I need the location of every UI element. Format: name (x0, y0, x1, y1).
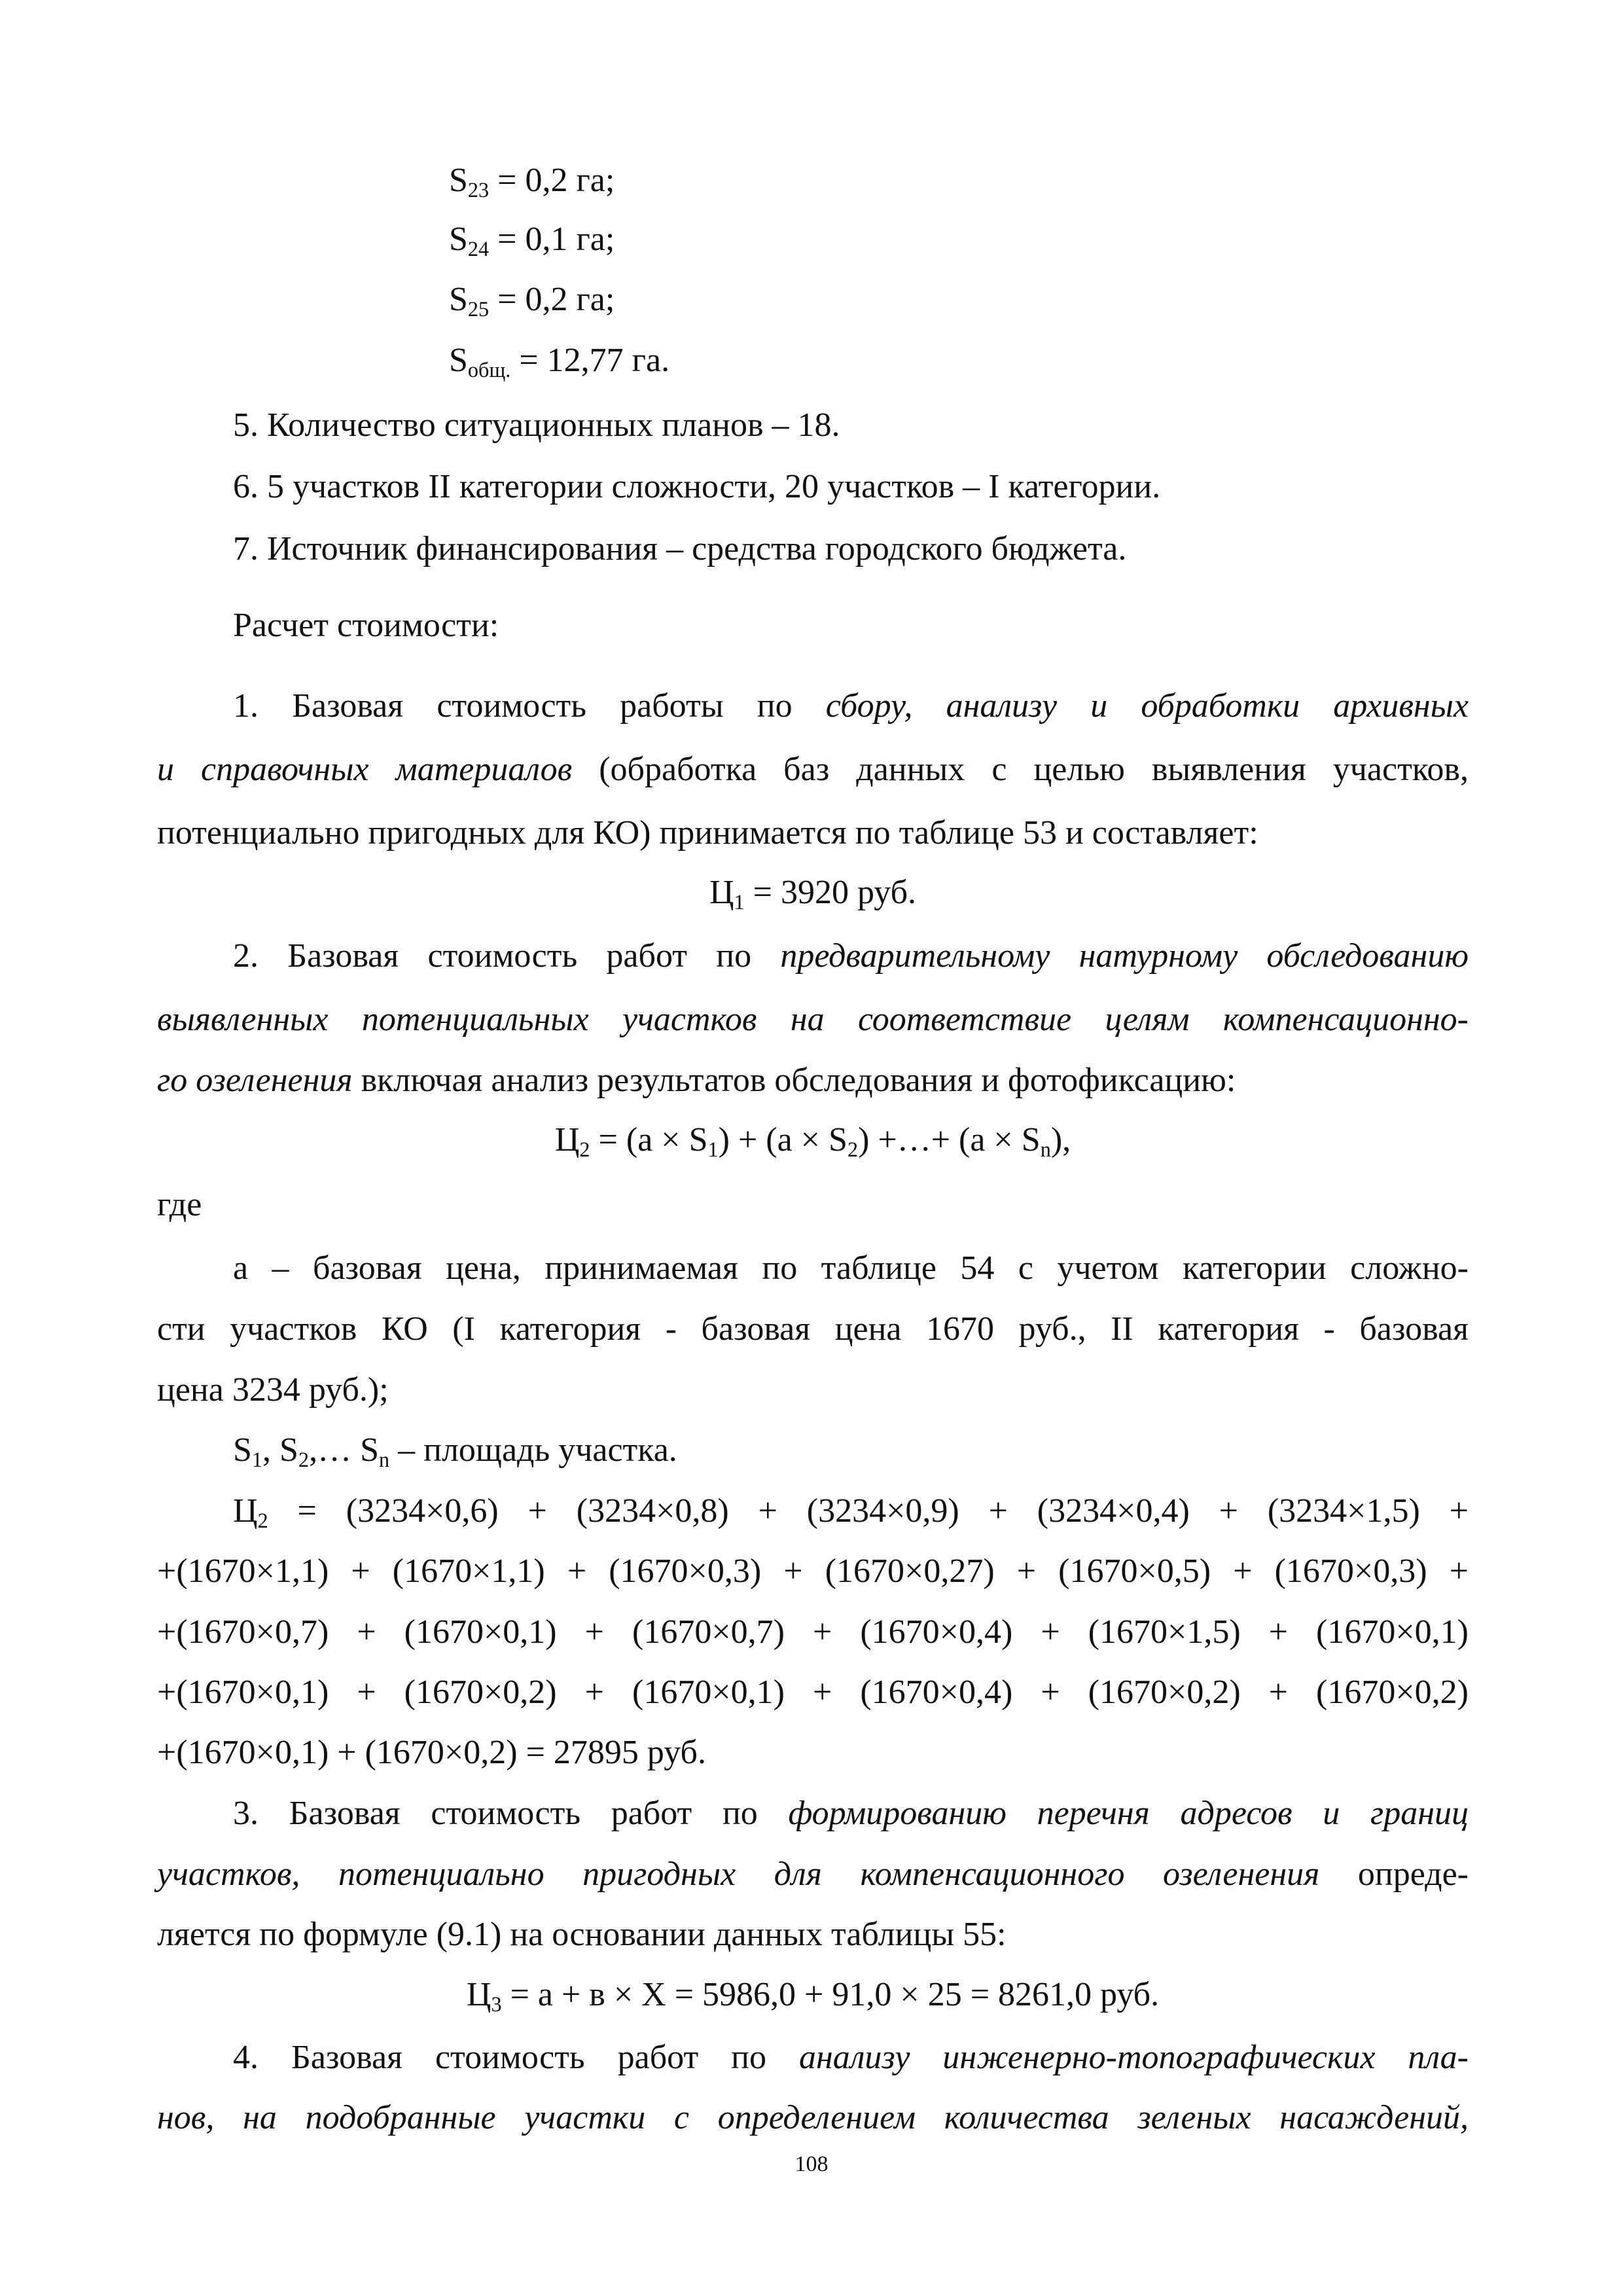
p1-line3: потенциально пригодных для КО) принимается по таблице 53 и составляет: (157, 814, 1258, 852)
def-s: $S_1$, $S_2,\dots$ $S_n$ – площадь участка. (233, 1431, 677, 1472)
calc-c2-line4: +(1670×0,1) + (1670×0,2) + (1670×0,1) + (1670×0,4) + (1670×0,2) + (1670×0,2) (157, 1674, 1469, 1711)
p4-line1: 4. Базовая стоимость работ по анализу инженерно-топографических пла- (233, 2039, 1469, 2076)
area-s24: $S_{24} = 0,1$ га; (449, 221, 615, 261)
calc-c2-line1: $Ц_2 = (3234\times 0,6) + (3234\times 0,8) + (3234\times 0,9) + (3234\times 0,4) + (3234\times 1,5)$ + (233, 1492, 1469, 1533)
p1-line1: 1. Базовая стоимость работы по сбору, анализу и обработки архивных (233, 687, 1469, 725)
p2-line3: го озеленения включая анализ результатов обследования и фотофиксацию: (157, 1062, 1236, 1099)
p1-line2: и справочных материалов (обработка баз данных с целью выявления участков, (157, 751, 1469, 788)
p3-line1: 3. Базовая стоимость работ по формированию перечня адресов и границ (233, 1795, 1469, 1832)
calc-c2-line3: +(1670×0,7) + (1670×0,1) + (1670×0,7) + (1670×0,4) + (1670×1,5) + (1670×0,1) (157, 1613, 1469, 1651)
p2-line1: 2. Базовая стоимость работ по предварительному натурному обследованию (233, 937, 1469, 975)
formula-c3: $Ц_3 = а + в \times Х = 5986,0 + 91,0 \times 25 = 8261,0$ руб. (466, 1976, 1160, 2017)
calc-c2-line2: +(1670×1,1) + (1670×1,1) + (1670×0,3) + (1670×0,27) + (1670×0,5) + (1670×0,3) + (157, 1552, 1469, 1590)
item-7: 7. Источник финансирования – средства городского бюджета. (233, 530, 1127, 567)
p3-line2: участков, потенциально пригодных для компенсационного озеленения опреде- (157, 1856, 1469, 1893)
p4-line2: нов, на подобранные участки с определением количества зеленых насаждений, (157, 2099, 1469, 2136)
area-s25: $S_{25} = 0,2$ га; (449, 281, 615, 321)
item-6: 6. 5 участков II категории сложности, 20 участков – I категории. (233, 468, 1161, 505)
def-a-line1: а – базовая цена, принимаемая по таблице 54 с учетом категории сложно- (233, 1249, 1469, 1287)
area-s23: $S_{23} = 0,2$ га; (449, 162, 615, 202)
where-label: где (157, 1186, 202, 1223)
calc-heading: Расчет стоимости: (233, 607, 499, 644)
p3-line3: ляется по формуле (9.1) на основании данных таблицы 55: (157, 1916, 1007, 1953)
formula-c2: $Ц_2 = (a \times S_1) + (a \times S_2)$ +…+ $(a \times S_n)$, (554, 1121, 1071, 1162)
p2-line2: выявленных потенциальных участков на соответствие целям компенсационно- (157, 1001, 1469, 1038)
def-a-line2: сти участков КО (I категория - базовая цена 1670 руб., II категория - базовая (157, 1310, 1469, 1348)
calc-c2-line5: +(1670×0,1) + (1670×0,2) = 27895 руб. (157, 1734, 706, 1771)
formula-c1: $Ц_1 = 3920$ руб. (709, 874, 917, 914)
def-a-line3: цена 3234 руб.); (157, 1371, 389, 1408)
item-5: 5. Количество ситуационных планов – 18. (233, 406, 840, 444)
area-total: $S_{общ.} = 12,77$ га. (449, 342, 670, 382)
page-number: 108 (794, 2152, 829, 2176)
